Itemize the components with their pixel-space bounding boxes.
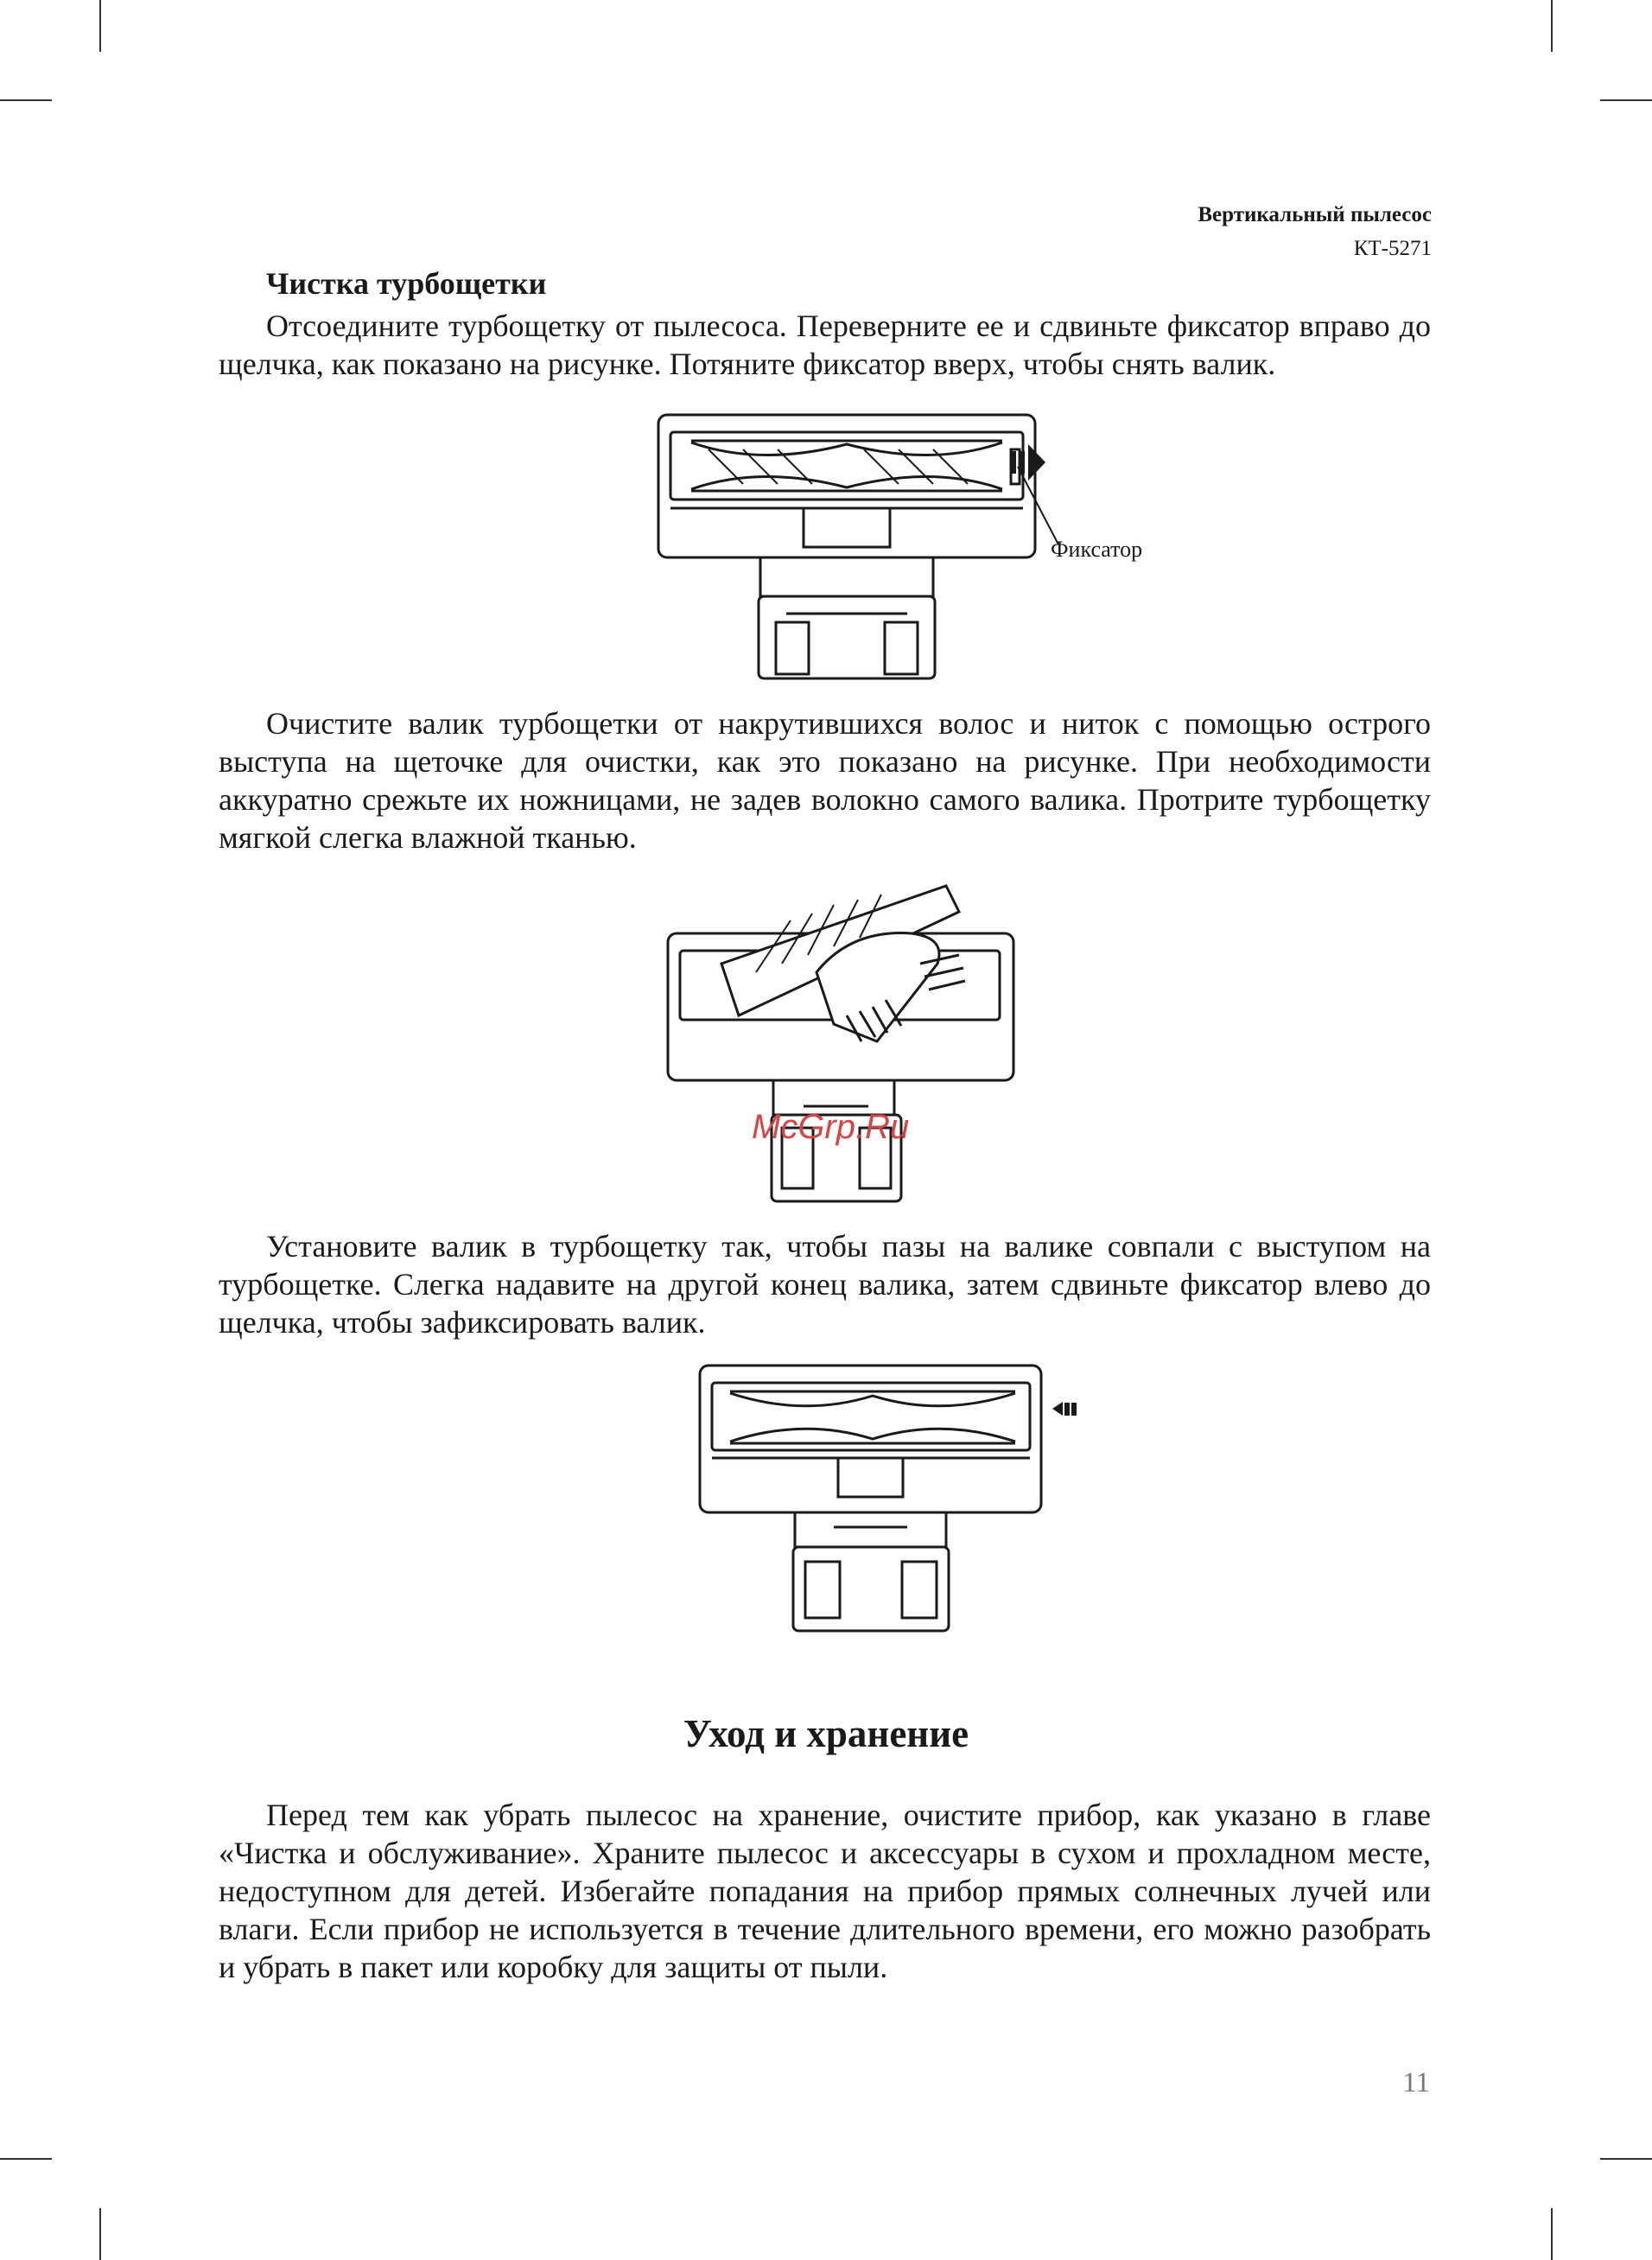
figure-1-label: Фиксатор [1051, 537, 1143, 562]
figure-brush-unlock [639, 406, 1192, 687]
crop-mark [0, 99, 52, 101]
crop-mark [1551, 2208, 1553, 2260]
section-title: Уход и хранение [683, 1712, 969, 1755]
paragraph-storage: Перед тем как убрать пылесос на хранение, очистите прибор, как указано в главе «Чистка и обслуживание». Храните пылесос и аксессуары в сухом и прохладном месте, недоступном для детей. Избегайте попадания на прибор прямых солнечных лучей или влаги. Если прибор не используется в течение длительного времени, его можно разобрать и убрать в пакет или коробку для защиты от пыли. [219, 1798, 1431, 1984]
crop-mark [0, 2158, 52, 2160]
watermark: McGrp.Ru [752, 1108, 910, 1146]
figure-brush-lock [691, 1361, 1080, 1638]
header-title: Вертикальный пылесос [1198, 203, 1432, 226]
paragraph-3: Установите валик в турбощетку так, чтобы пазы на валике совпали с выступом на турбощетке. Слегка надавите на другой конец валика, затем сдвиньте фиксатор влево до щелчка, чтобы зафиксировать валик. [219, 1229, 1431, 1340]
header-model: КТ-5271 [1353, 236, 1432, 260]
crop-mark [1600, 2158, 1652, 2160]
crop-mark [1600, 99, 1652, 101]
subheading: Чистка турбощетки [266, 266, 547, 301]
crop-mark [99, 0, 101, 52]
paragraph-1: Отсоедините турбощетку от пылесоса. Переверните ее и сдвиньте фиксатор вправо до щелчка, как показано на рисунке. Потяните фиксатор вверх, чтобы снять валик. [219, 309, 1431, 381]
page-header [1198, 199, 1432, 266]
arrow-left-icon [1052, 1402, 1077, 1416]
page-number: 11 [1402, 2067, 1430, 2098]
figure-brush-cleaning [661, 869, 1015, 1210]
paragraph-2: Очистите валик турбощетки от накрутившихся волос и ниток с помощью острого выступа на щеточке для очистки, как это показано на рисунке. При необходимости аккуратно срежьте их ножницами, не задев волокно самого валика. Протрите турбощетку мягкой слегка влажной тканью. [219, 706, 1431, 855]
crop-mark [99, 2208, 101, 2260]
crop-mark [1551, 0, 1553, 52]
